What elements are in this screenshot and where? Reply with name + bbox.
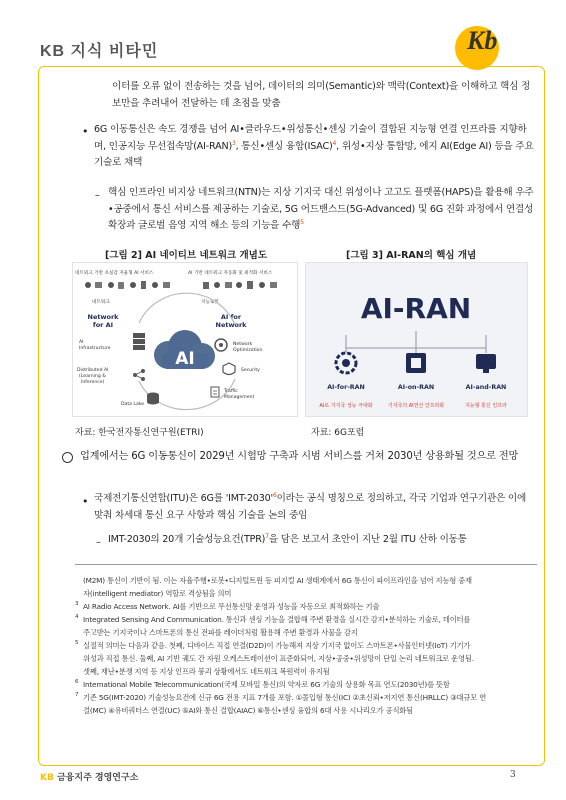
p3-text: 핵심 인프라인 비지상 네트워크(NTN)는 지상 기지국 대신 위성이나 고고도 플랫폼(HAPS)을 활용해 우주•공중에서 통신 서비스를 제공하는 기술로, 5G 어드밴스드(5G-Advanced) 및 6G 진화 과정에서 연결성 확장과 글로벌 음영 지역 해소 등의 기능을 수행 xyxy=(108,187,534,231)
bullet-dash: – xyxy=(96,537,101,548)
figure-2-title: [그림 2] AI 네이티브 네트워크 개념도 xyxy=(105,250,268,261)
security-icon xyxy=(223,363,235,375)
fig1-label-ai: AI xyxy=(175,349,195,369)
footnote-4 xyxy=(75,613,537,626)
footnote-continued-1: (M2M) 통신이 기반이 됨. 이는 자율주행•로봇•디지털트윈 등 피지컬 AI 생태계에서 6G 통신이 파이프라인을 넘어 지능형 중재 xyxy=(83,576,472,585)
footnote-5-cont-2: 셋째, 재난•분쟁 지역 등 지상 인프라 붕괴 상황에서도 네트워크 복원력이 유지됨 xyxy=(83,667,330,676)
fig2-label-for: AI-for-RAN xyxy=(327,384,365,391)
footnote-7-number: 7 xyxy=(75,692,79,698)
fig1-label-afn-1: AI for xyxy=(220,313,242,321)
paragraph-ntn xyxy=(108,185,538,235)
fig1-label-opt-1: Network xyxy=(233,342,253,347)
paragraph-6g-tech xyxy=(94,122,534,172)
paragraph-industry-outlook: 업계에서는 6G 이동통신이 2029년 시험망 구축과 시범 서비스를 거쳐 2030년 상용화될 것으로 전망 xyxy=(80,451,519,462)
p6-text-b: 을 담은 보고서 초안이 지난 2월 ITU 산하 이동통 xyxy=(268,534,467,545)
fig1-label-security: Security xyxy=(241,368,260,373)
footnote-5-cont-1: 위성과 직접 통신. 둘째, AI 기반 궤도 간 자원 오케스트레이션이 표준화되어, 지상•공중•위성망이 단일 논리 네트워크로 운영됨. xyxy=(83,654,474,663)
paragraph-itu xyxy=(94,491,534,524)
server-icon xyxy=(133,333,145,350)
brand-title: KB 지식 비타민 xyxy=(40,43,159,60)
footnote-3-number: 3 xyxy=(75,601,79,607)
figure-3-source: 자료: 6G포럼 xyxy=(311,428,365,438)
kb-logo-text: Kb xyxy=(467,26,498,55)
footnote-7-text-1: 기존 5G(IMT-2020) 기술성능요건에 신규 6G 전용 지표 7개를 포함. ①몰입형 통신(IC) ②초신뢰•저지연 통신(HRLLC) ③대규모 연 xyxy=(83,693,487,702)
paragraph-continued: 이터를 오류 없이 전송하는 것을 넘어, 데이터의 의미(Semantic)와 맥락(Context)을 이해하고 핵심 정보만을 추려내어 전달하는 데 초점을 맞춤 xyxy=(112,81,531,109)
fig2-label-and: AI-and-RAN xyxy=(465,384,507,391)
figure-3-title: [그림 3] AI-RAN의 핵심 개념 xyxy=(346,250,477,261)
fig1-label-left-top: 네트워크 기반 초실감 자율형 AI 서비스 xyxy=(75,271,154,276)
p2-text-a: 6G 이동통신은 속도 경쟁을 넘어 AI•클라우드•위성통신•센싱 기술이 결합된 지능형 연결 인프라를 지향하며, 인공지능 무선접속망(AI-RAN) xyxy=(94,124,527,152)
p2-text-b: , 통신•센싱 융합(ISAC) xyxy=(235,140,333,152)
bullet-dash: – xyxy=(95,190,100,201)
fig1-label-afn-2: Network xyxy=(215,321,247,329)
cloud-ai-icon xyxy=(154,330,215,369)
datalake-icon xyxy=(147,393,159,405)
bullet-dot: • xyxy=(82,495,89,508)
fig1-label-opt-2: Optimization xyxy=(233,348,263,353)
footer-kb: KB xyxy=(40,773,54,783)
page-header xyxy=(0,0,566,64)
footnote-5 xyxy=(75,639,537,652)
footnotes xyxy=(75,574,537,717)
fig1-right-icons xyxy=(203,281,277,289)
fig1-label-nfa-2: for AI xyxy=(92,321,114,329)
fig1-label-dist-3: Inference) xyxy=(81,380,105,385)
footnote-4-cont: 주고받는 기지국이나 스마트폰의 통신 전파를 레이더처럼 활용해 주변 환경과 사물을 감지 xyxy=(83,628,358,637)
footer-institute: 금융지주 경영연구소 xyxy=(56,773,139,783)
fig1-label-traffic-1: Traffic xyxy=(224,389,238,394)
footnote-6 xyxy=(75,678,537,691)
fig1-label-infra-2: Infrastructure xyxy=(79,346,111,351)
footnote-ref-5[interactable]: 5 xyxy=(300,218,304,226)
footnote-divider xyxy=(75,564,537,565)
fig1-label-infra-1: AI xyxy=(79,340,84,345)
footnote-continued-2: 자(intelligent mediator) 역할로 격상됨을 의미 xyxy=(83,589,232,598)
bullet-dot: • xyxy=(82,125,89,138)
circle-bullet-icon xyxy=(62,452,73,463)
fig1-left-icons xyxy=(85,281,170,289)
figure-ai-native-network xyxy=(72,262,298,417)
footnote-6-number: 6 xyxy=(75,679,79,685)
page-number: 3 xyxy=(510,770,516,780)
chip-icon xyxy=(406,353,426,373)
fig2-desc-on: 기지국의 AI연산 인프라화 xyxy=(387,403,445,409)
footnote-5-text-1: 실절적 의미는 다음과 같음. 첫째, 디바이스 직접 연결(D2D)이 가능해져 지상 기지국 없이도 스마트폰•사물인터넷(IoT) 기기가 xyxy=(83,641,471,650)
footnote-5-number: 5 xyxy=(75,640,79,646)
footnote-ref-7[interactable]: 7 xyxy=(265,532,269,540)
optimization-icon xyxy=(215,339,227,351)
traffic-icon xyxy=(211,387,219,397)
fig2-desc-and: 지능형 통신 인프라 xyxy=(465,403,507,409)
footnote-4-number: 4 xyxy=(75,614,79,620)
p5-text-a: 국제전기통신연합(ITU)은 6G를 'IMT-2030' xyxy=(94,493,273,504)
footnote-3 xyxy=(75,600,537,613)
footnote-ref-3[interactable]: 3 xyxy=(231,139,236,147)
figure-2-source: 자료: 한국전자통신연구원(ETRI) xyxy=(75,428,204,438)
footnote-7 xyxy=(75,691,537,704)
p6-text-a: IMT-2030의 20개 기술성능요건(TPR) xyxy=(108,534,266,545)
fig1-label-right-top: AI 기반 네트워크 자동화 및 최적화 서비스 xyxy=(188,271,273,276)
footnote-6-text: International Mobile Telecommunication(국제 모바일 통신)의 약자로 6G 기술의 상용화 목표 연도(2030년)를 뜻함 xyxy=(83,680,450,689)
fig1-label-datalake: Data Lake xyxy=(121,402,145,407)
paragraph-imt2030 xyxy=(108,532,538,549)
fig1-label-dist-2: (Learning & xyxy=(79,374,106,379)
fig1-label-traffic-2: Management xyxy=(224,395,255,400)
footnote-7-cont: 결(MC) ④유비쿼터스 연결(UC) ⑤AI와 통신 결합(AIAC) ⑥통신•센싱 융합의 6대 사용 시나리오가 공식화됨 xyxy=(83,706,413,715)
footnote-4-text-1: Integrated Sensing And Communication. 통신과 센싱 기능을 결합해 주변 환경을 실시간 감지•분석하는 기술로, 데이터를 xyxy=(83,615,471,624)
fig2-label-on: AI-on-RAN xyxy=(397,384,435,391)
distributed-ai-icon xyxy=(133,369,145,381)
fig1-label-dist-1: Distributed AI xyxy=(77,368,109,373)
fig1-label-robot: 지능로봇 xyxy=(201,300,219,305)
p2-text-c: , 위성•지상 통합망, 에지 AI(Edge AI) 등을 주요 기술로 채택 xyxy=(94,140,534,168)
footnote-ref-6[interactable]: 6 xyxy=(272,491,277,499)
fig2-desc-for: AI로 기지국 성능 극대화 xyxy=(319,403,373,409)
footer-brand xyxy=(40,770,138,783)
footnote-ref-4[interactable]: 4 xyxy=(332,139,337,147)
figure-ai-ran-concept xyxy=(305,262,528,417)
fig2-label-main: AI-RAN xyxy=(360,292,472,325)
footnote-3-text: AI Radio Access Network. AI를 기반으로 무선통신망 운영과 성능을 자동으로 최적화하는 기술 xyxy=(83,602,380,611)
fig1-label-nfa-1: Network xyxy=(87,313,119,321)
fig1-label-network: 네트워크 xyxy=(92,300,110,305)
p5-text-b: 이라는 공식 명칭으로 정의하고, 각국 기업과 연구기관은 이에 맞춰 차세대 통신 요구 사항과 핵심 기술을 논의 중임 xyxy=(94,493,527,521)
